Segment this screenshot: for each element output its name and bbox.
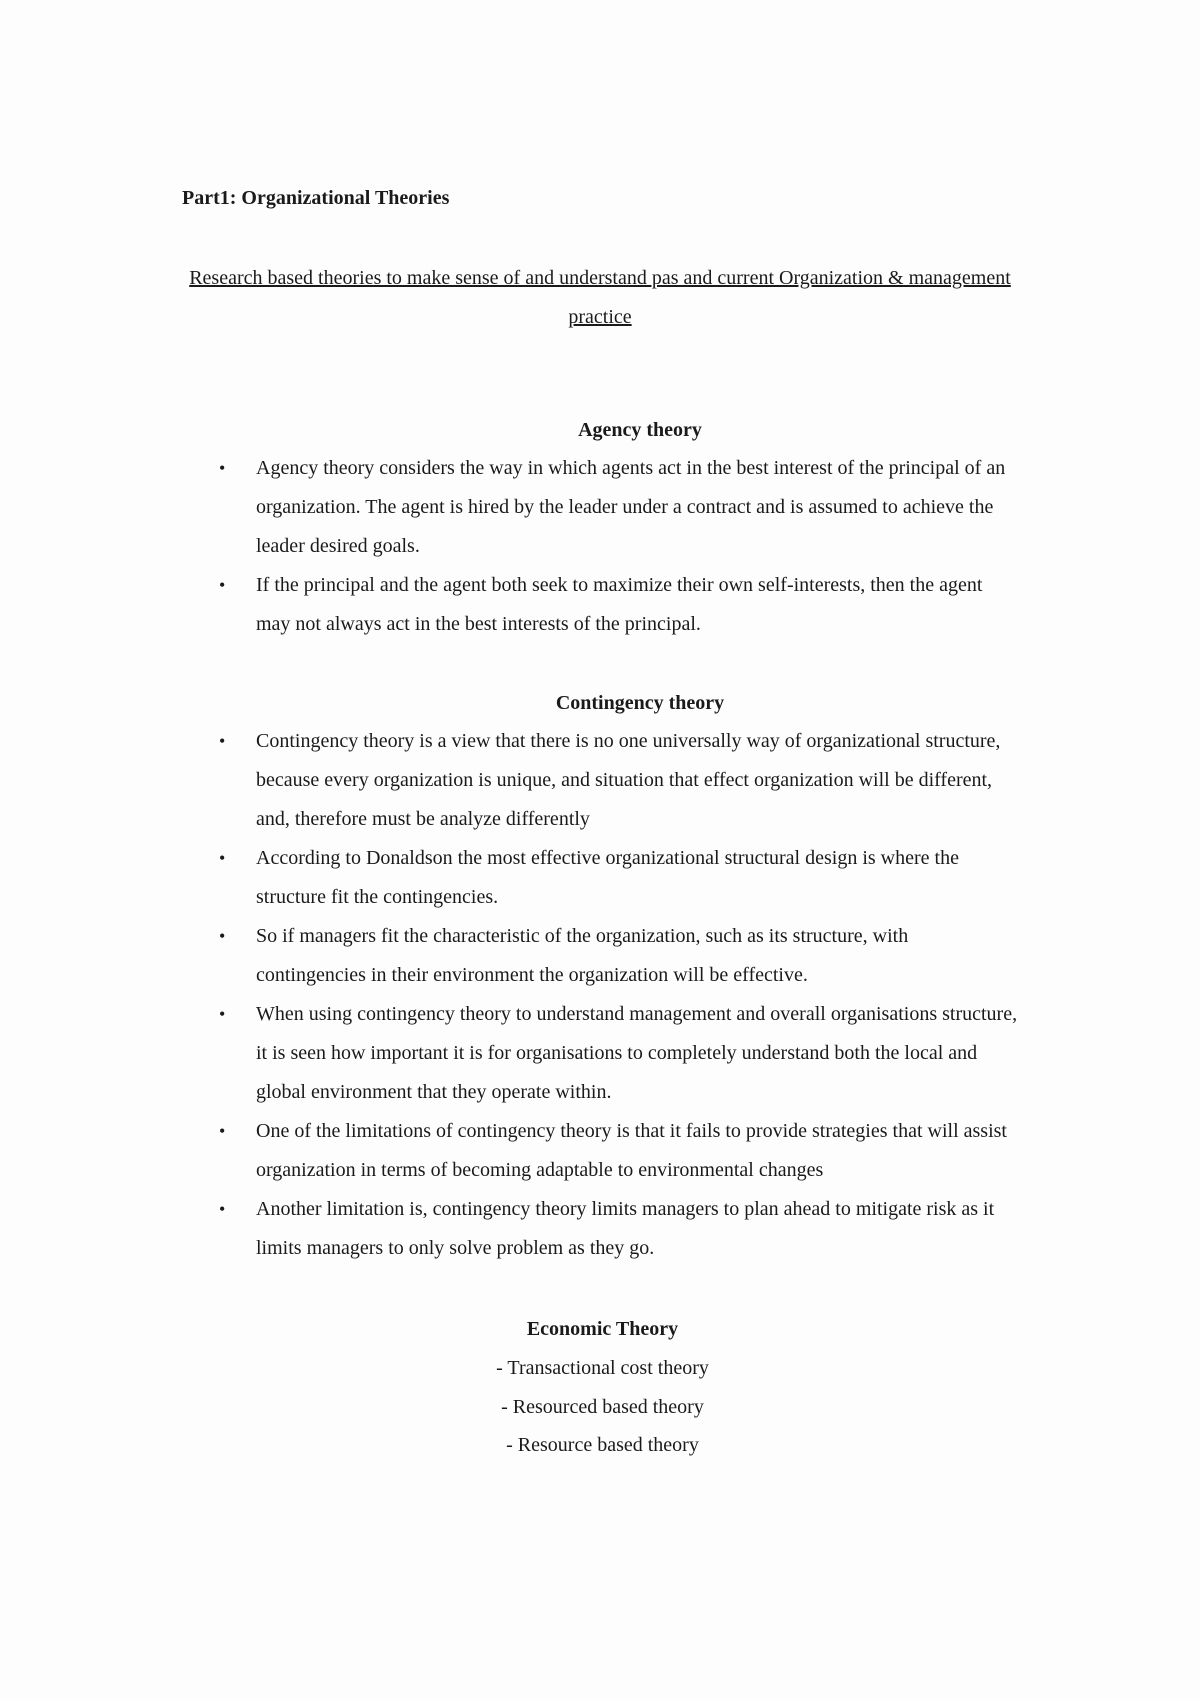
bullet-icon: • (219, 458, 226, 478)
bullet-text: Agency theory considers the way in which agents act in the best interest of the principal of an organization. The agent is hired by the leader under a contract and is assumed to achieve the leader desired goals. (256, 457, 1006, 557)
bullet-text: When using contingency theory to understand management and overall organisations structure, it is seen how important it is for organisations to completely understand both the local and global environment that they operate within. (256, 1003, 1018, 1103)
bullet-icon: • (219, 731, 226, 751)
list-item (180, 917, 1020, 995)
bullet-icon: • (219, 926, 226, 946)
list-item: - Transactional cost theory (496, 1357, 709, 1379)
bullet-icon: • (219, 1121, 226, 1141)
list-item (180, 1190, 1020, 1268)
bullet-text: One of the limitations of contingency theory is that it fails to provide strategies that will assist organization in terms of becoming adaptable to environmental changes (256, 1120, 1007, 1181)
list-item: - Resourced based theory (501, 1395, 704, 1418)
bullet-icon: • (219, 848, 226, 868)
section-heading-agency-theory: Agency theory (578, 419, 702, 441)
list-item (180, 566, 1020, 644)
section-heading-contingency-theory: Contingency theory (555, 692, 725, 714)
bullet-text: Contingency theory is a view that there is no one universally way of organizational structure, because every organization is unique, and situation that effect organization will be different, and, therefore must be analyze differently (256, 730, 1001, 830)
contingency-theory-list (180, 722, 1020, 1268)
economic-theory-list (180, 1349, 1025, 1465)
list-item (180, 839, 1020, 917)
bullet-icon: • (219, 1004, 226, 1024)
agency-theory-list (180, 449, 1020, 644)
bullet-text: According to Donaldson the most effective organizational structural design is where the structure fit the contingencies. (256, 847, 959, 908)
document-subtitle: Research based theories to make sense of and understand pas and current Organization & management practice (189, 267, 1011, 328)
bullet-icon: • (219, 575, 226, 595)
list-item (180, 995, 1020, 1112)
part-title: Part1: Organizational Theories (182, 187, 450, 209)
bullet-text: If the principal and the agent both seek to maximize their own self-interests, then the agent may not always act in the best interests of the principal. (256, 574, 983, 635)
bullet-text: Another limitation is, contingency theory limits managers to plan ahead to mitigate risk as it limits managers to only solve problem as they go. (256, 1198, 995, 1259)
list-item (180, 722, 1020, 839)
bullet-icon: • (219, 1199, 226, 1219)
list-item (180, 449, 1020, 566)
list-item: - Resource based theory (506, 1434, 699, 1456)
list-item (180, 1112, 1020, 1190)
section-heading-economic-theory: Economic Theory (526, 1318, 679, 1340)
bullet-text: So if managers fit the characteristic of the organization, such as its structure, with contingencies in their environment the organization will be effective. (256, 925, 909, 986)
